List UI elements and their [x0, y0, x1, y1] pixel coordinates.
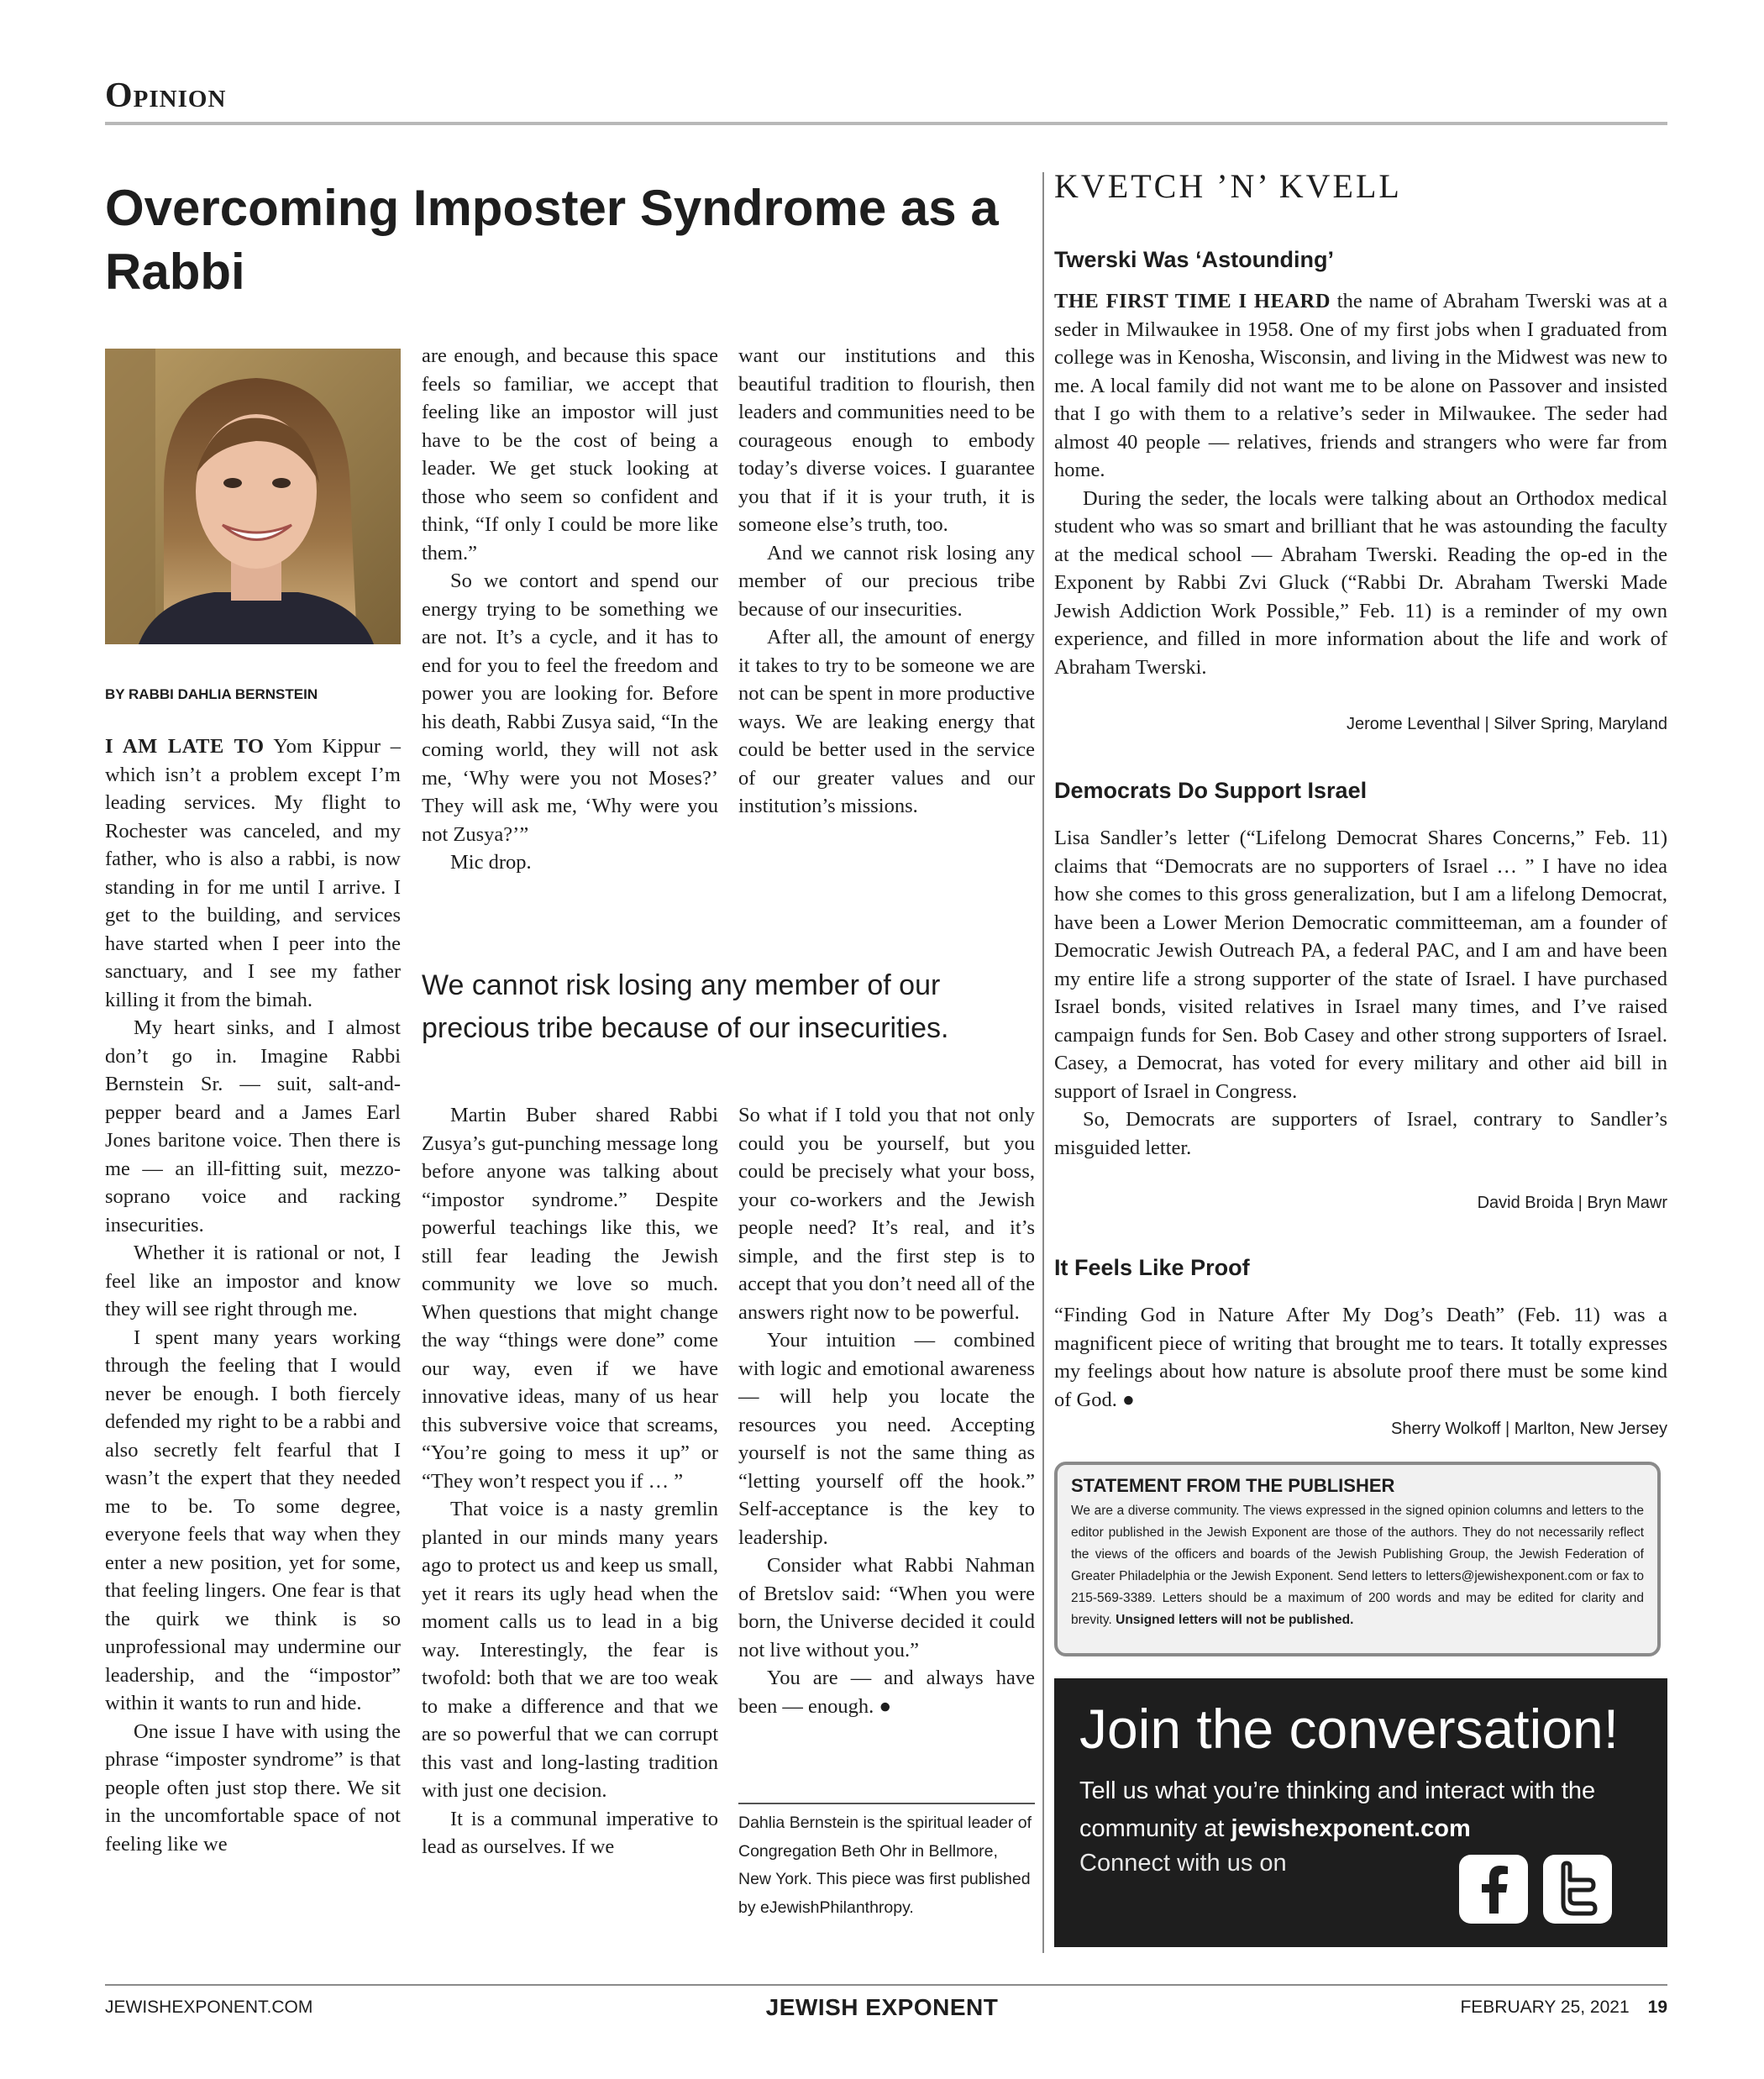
publisher-statement-title: STATEMENT FROM THE PUBLISHER — [1071, 1475, 1395, 1496]
letter-paragraph: So, Democrats are supporters of Israel, contrary to Sandler’s misguided letter. — [1054, 1108, 1667, 1159]
section-label: Opinion — [105, 76, 227, 115]
article-paragraph: want our institutions and this beautiful tradition to flourish, then leaders and communities need to be courageous enough to embody today’s diverse voices. I guarantee you that if it is your truth, it is someone else’s truth, too. — [738, 344, 1035, 536]
letter-paragraph: “Finding God in Nature After My Dog’s Death” (Feb. 11) was a magnificent piece of writing that brought me to tears. It totally expresses my feelings about how nature is absolute proof there must be some kind of God. ● — [1054, 1304, 1667, 1411]
join-conversation-promo — [1054, 1678, 1667, 1947]
letter-signature: David Broida | Bryn Mawr — [1477, 1194, 1667, 1212]
letter-body — [1054, 1301, 1667, 1414]
unsigned-letters-note: Unsigned letters will not be published. — [1116, 1613, 1354, 1627]
facebook-icon[interactable] — [1459, 1855, 1528, 1924]
promo-title: Join the conversation! — [1079, 1698, 1620, 1760]
fax-number: 215-569-3389 — [1071, 1591, 1152, 1605]
article-paragraph: So what if I told you that not only could you be yourself, but you could be precisely what your boss, your co-workers and the Jewish people need? It’s real, and it’s simple, and the first step is to accept that you don’t need all of the answers right now to be powerful. — [738, 1104, 1035, 1324]
publisher-statement-box — [1054, 1462, 1661, 1656]
article-column-1 — [105, 732, 401, 1858]
letter-body — [1054, 824, 1667, 1162]
page-number: 19 — [1647, 1998, 1667, 2017]
letter-paragraph: During the seder, the locals were talking about an Orthodox medical student who was so smart and brilliant that he was astounding the faculty at the medical school — Abraham Twerski. Reading the op-ed in the Exponent by Rabbi Zvi Gluck (“Rabbi Dr. Abraham Twerski Made Jewish Addiction Work Possible,” Feb. 11) is a reminder of my own experience, and filled in more information about the life and work of Abraham Twerski. — [1054, 486, 1667, 679]
article-paragraph: It is a communal imperative to lead as ourselves. If we — [422, 1807, 718, 1858]
article-paragraph: So we contort and spend our energy trying to be something we are not. It’s a cycle, and it has to end for you to feel the freedom and power you are looking for. Before his death, Rabbi Zusya said, “In the coming world, they will not ask me, ‘Why were you not Moses?’ They will ask me, ‘Why were you not Zusya?’” — [422, 570, 718, 846]
promo-text: Tell us what you’re thinking and interact with the community at jewishexponent.com — [1079, 1777, 1596, 1842]
column-divider — [1042, 172, 1044, 1953]
article-paragraph: Whether it is rational or not, I feel like an impostor and know they will see right through me. — [105, 1242, 401, 1320]
byline: BY RABBI DAHLIA BERNSTEIN — [105, 686, 318, 702]
letters-email-link[interactable]: letters@jewishexponent.com — [1425, 1569, 1593, 1583]
article-paragraph: My heart sinks, and I almost don’t go in. Imagine Rabbi Bernstein Sr. — suit, salt-and-pepper beard and a James Earl Jones baritone voice. Then there is me — an ill-fitting suit, mezzo-soprano voice and racking insecurities. — [105, 1016, 401, 1236]
article-paragraph: are enough, and because this space feels so familiar, we accept that feeling like an impostor will just have to be the cost of being a leader. We get stuck looking at those who seem so confident and think, “If only I could be more like them.” — [422, 344, 718, 564]
article-paragraph: And we cannot risk losing any member of our precious tribe because of our insecurities. — [738, 541, 1035, 621]
bio-rule — [738, 1803, 1035, 1804]
article-column-3-bottom — [738, 1101, 1035, 1720]
lead-in: I AM LATE TO — [105, 735, 265, 758]
letters-column-title: KVETCH ’N’ KVELL — [1054, 167, 1402, 205]
footer-publication-name: JEWISH EXPONENT — [765, 1994, 999, 2020]
footer-rule — [105, 1984, 1667, 1986]
footer-date-page — [1260, 1998, 1667, 2018]
letter-paragraph: Lisa Sandler’s letter (“Lifelong Democrat Shares Concerns,” Feb. 11) claims that “Democrats are no supporters of Israel … ” I have no idea how she comes to this gross generalization, but I am a lifelong Democrat, have been a Lower Merion Democratic committeeman, am a founder of Democratic Jewish Outreach PA, a federal PAC, and I am and have been my entire life a strong supporter of the state of Israel. I have purchased Israel bonds, visited relatives in Israel many times, and I’ve raised campaign funds for Sen. Bob Casey and other strong supporters of Israel. Casey, a Democrat, has voted for every military and other aid bill in support of Israel in Congress. — [1054, 827, 1667, 1103]
article-paragraph: Martin Buber shared Rabbi Zusya’s gut-punching message long before anyone was talking about “impostor syndrome.” Despite powerful teachings like this, we still fear leading the Jewish community we love so much. When questions that might change the way “things were done” come our way, even if we have innovative ideas, many of us hear this subversive voice that screams, “You’re going to mess it up” or “They won’t respect you if … ” — [422, 1104, 718, 1493]
letter-signature: Jerome Leventhal | Silver Spring, Maryland — [1346, 715, 1667, 733]
author-photo — [105, 349, 401, 644]
author-bio: Dahlia Bernstein is the spiritual leader of Congregation Beth Ohr in Bellmore, New York. This piece was first published by eJewishPhilanthropy. — [738, 1814, 1032, 1917]
letter-heading: Twerski Was ‘Astounding’ — [1054, 247, 1335, 272]
article-headline: Overcoming Imposter Syndrome as a Rabbi — [105, 180, 999, 300]
article-paragraph: After all, the amount of energy it takes to try to be someone we are not can be spent in more productive ways. We are leaking energy that could be better used in the service of our greater values and our institution’s missions. — [738, 626, 1035, 817]
article-column-2-bottom — [422, 1101, 718, 1861]
article-paragraph: I AM LATE TO Yom Kippur – which isn’t a problem except I’m leading services. My flight to Rochester was canceled, and my father, who is also a rabbi, is now standing in for me until I arrive. I get to the building, and services have started when I peer into the sanctuary, and I see my father killing it from the bimah. — [105, 735, 401, 1011]
website-link[interactable]: jewishexponent.com — [1231, 1815, 1471, 1842]
letter-heading: It Feels Like Proof — [1054, 1255, 1250, 1280]
letter-signature: Sherry Wolkoff | Marlton, New Jersey — [1390, 1420, 1667, 1438]
article-paragraph: That voice is a nasty gremlin planted in our minds many years ago to protect us and keep us small, yet it rears its ugly head when the moment calls us to lead in a big way. Interestingly, the fear is twofold: both that we are too weak to make a difference and that we are so powerful that we can corrupt this vast and long-lasting tradition with just one decision. — [422, 1498, 718, 1802]
article-paragraph: Consider what Rabbi Nahman of Bretslov said: “When you were born, the Universe decided it could not live without you.” — [738, 1554, 1035, 1662]
article-column-3-top — [738, 342, 1035, 821]
letter-body — [1054, 287, 1667, 681]
pull-quote: We cannot risk losing any member of our precious tribe because of our insecurities. — [422, 969, 949, 1044]
header-rule — [105, 122, 1667, 125]
article-paragraph: You are — and always have been — enough. ● — [738, 1667, 1035, 1718]
article-paragraph: I spent many years working through the feeling that I would never be enough. I both fiercely defended my right to be a rabbi and also secretly felt fearful that I wasn’t the expert that they needed me to be. To some degree, everyone feels that way when they enter a new position, yet for some, that feeling lingers. One fear is that the quirk we think is so unprofessional may undermine our leadership, and the “impostor” within it wants to run and hide. — [105, 1326, 401, 1714]
promo-connect-text: Connect with us on — [1079, 1850, 1287, 1877]
lead-in: THE FIRST TIME I HEARD — [1054, 290, 1331, 312]
footer-date: FEBRUARY 25, 2021 — [1460, 1998, 1630, 2017]
article-paragraph: Your intuition — combined with logic and emotional awareness — will help you locate the resources you need. Accepting yourself is not the same thing as “letting yourself off the hook.” Self-acceptance is the key to leadership. — [738, 1329, 1035, 1549]
twitter-icon[interactable] — [1543, 1855, 1612, 1924]
author-portrait-image — [105, 349, 401, 644]
publisher-statement-text: We are a diverse community. The views expressed in the signed opinion columns and letters to the editor published in the Jewish Exponent are those of the authors. They do not necessarily reflect the views of the officers and boards of the Jewish Publishing Group, the Jewish Federation of Greater Philadelphia or the Jewish Exponent. Send letters to letters@jewishexponent.com or fax to 215-569-3389. Letters should be a maximum of 200 words and may be edited for clarity and brevity. Unsigned letters will not be published. — [1071, 1504, 1644, 1627]
article-column-2-top — [422, 342, 718, 877]
letter-heading: Democrats Do Support Israel — [1054, 778, 1368, 803]
article-paragraph: One issue I have with using the phrase “imposter syndrome” is that people often just stop there. We sit in the uncomfortable space of not feeling like we — [105, 1719, 401, 1856]
article-paragraph: Mic drop. — [450, 851, 532, 874]
footer-website: JEWISHEXPONENT.COM — [105, 1998, 313, 2017]
letter-paragraph: THE FIRST TIME I HEARD the name of Abraham Twerski was at a seder in Milwaukee in 1958. One of my first jobs when I graduated from college was in Kenosha, Wisconsin, and living in the Midwest was new to me. A local family did not want me to be alone on Passover and insisted that I go with them to a relative’s seder in Milwaukee. The seder had almost 40 people — relatives, friends and strangers who were far from home. — [1054, 290, 1667, 481]
